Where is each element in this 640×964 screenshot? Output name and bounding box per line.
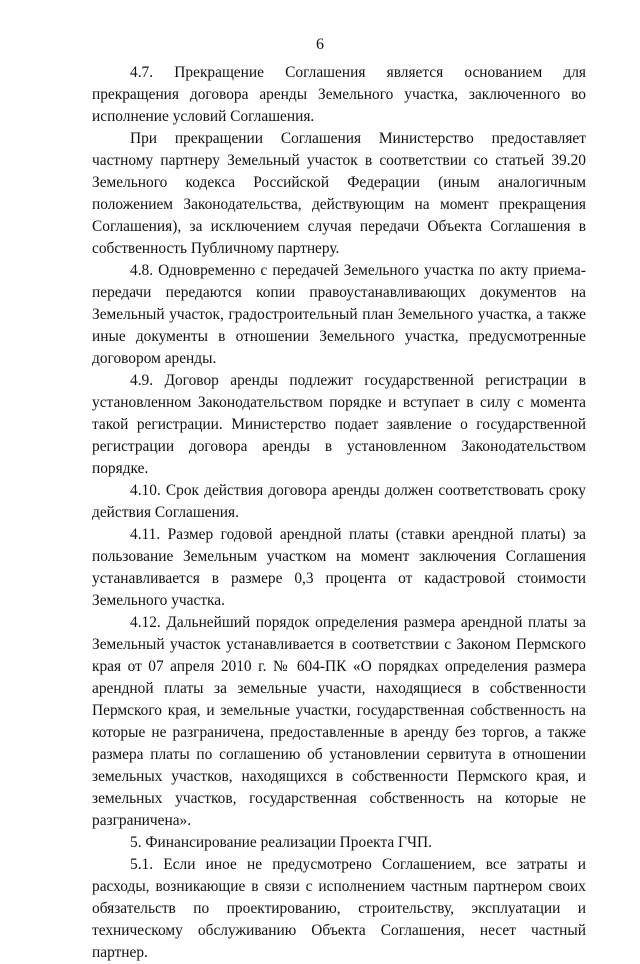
paragraph-4-9: 4.9. Договор аренды подлежит государственной регистрации в установленном Законодательством порядке и вступает в силу с момента такой регистрации. Министерство подает заявление о государственной регистрации договора аренды в установленном Законодательством порядке. (92, 372, 586, 477)
paragraph-4-7-termination: При прекращении Соглашения Министерство предоставляет частному партнеру Земельный участок в соответствии со статьей 39.20 Земельного кодекса Российской Федерации (иным аналогичным положением Законодательства, действующим на момент прекращения Соглашения), за исключением случая передачи Объекта Соглашения в собственность Публичному партнеру. (92, 130, 586, 257)
section-5-heading: 5. Финансирование реализации Проекта ГЧП. (130, 834, 432, 851)
paragraph-4-7: 4.7. Прекращение Соглашения является основанием для прекращения договора аренды Земельного участка, заключенного во исполнение условий Соглашения. (92, 64, 586, 125)
paragraph-4-12: 4.12. Дальнейший порядок определения размера арендной платы за Земельный участок устанавливается в соответствии с Законом Пермского края от 07 апреля 2010 г. № 604-ПК «О порядках определения размера арендной платы за земельные участи, находящиеся в собственности Пермского края, и земельные участки, государственная собственность на которые не разграничена, предоставленные в аренду без торгов, а также размера платы по соглашению об установлении сервитута в отношении земельных участков, находящихся в собственности Пермского края, и земельных участков, государственная собственность на которые не разграничена». (92, 614, 586, 829)
document-body (92, 62, 586, 964)
paragraph-4-8: 4.8. Одновременно с передачей Земельного участка по акту приема-передачи передаются копии правоустанавливающих документов на Земельный участок, градостроительный план Земельного участка, а также иные документы в отношении Земельного участка, предусмотренные договором аренды. (92, 262, 586, 367)
paragraph-4-10: 4.10. Срок действия договора аренды должен соответствовать сроку действия Соглашения. (92, 482, 586, 521)
paragraph-5-1: 5.1. Если иное не предусмотрено Соглашением, все затраты и расходы, возникающие в связи с исполнением частным партнером своих обязательств по проектированию, строительству, эксплуатации и техническому обслуживанию Объекта Соглашения, несет частный партнер. (92, 856, 586, 961)
page-number: 6 (316, 36, 324, 53)
paragraph-4-11: 4.11. Размер годовой арендной платы (ставки арендной платы) за пользование Земельным участком на момент заключения Соглашения устанавливается в размере 0,3 процента от кадастровой стоимости Земельного участка. (92, 526, 586, 609)
